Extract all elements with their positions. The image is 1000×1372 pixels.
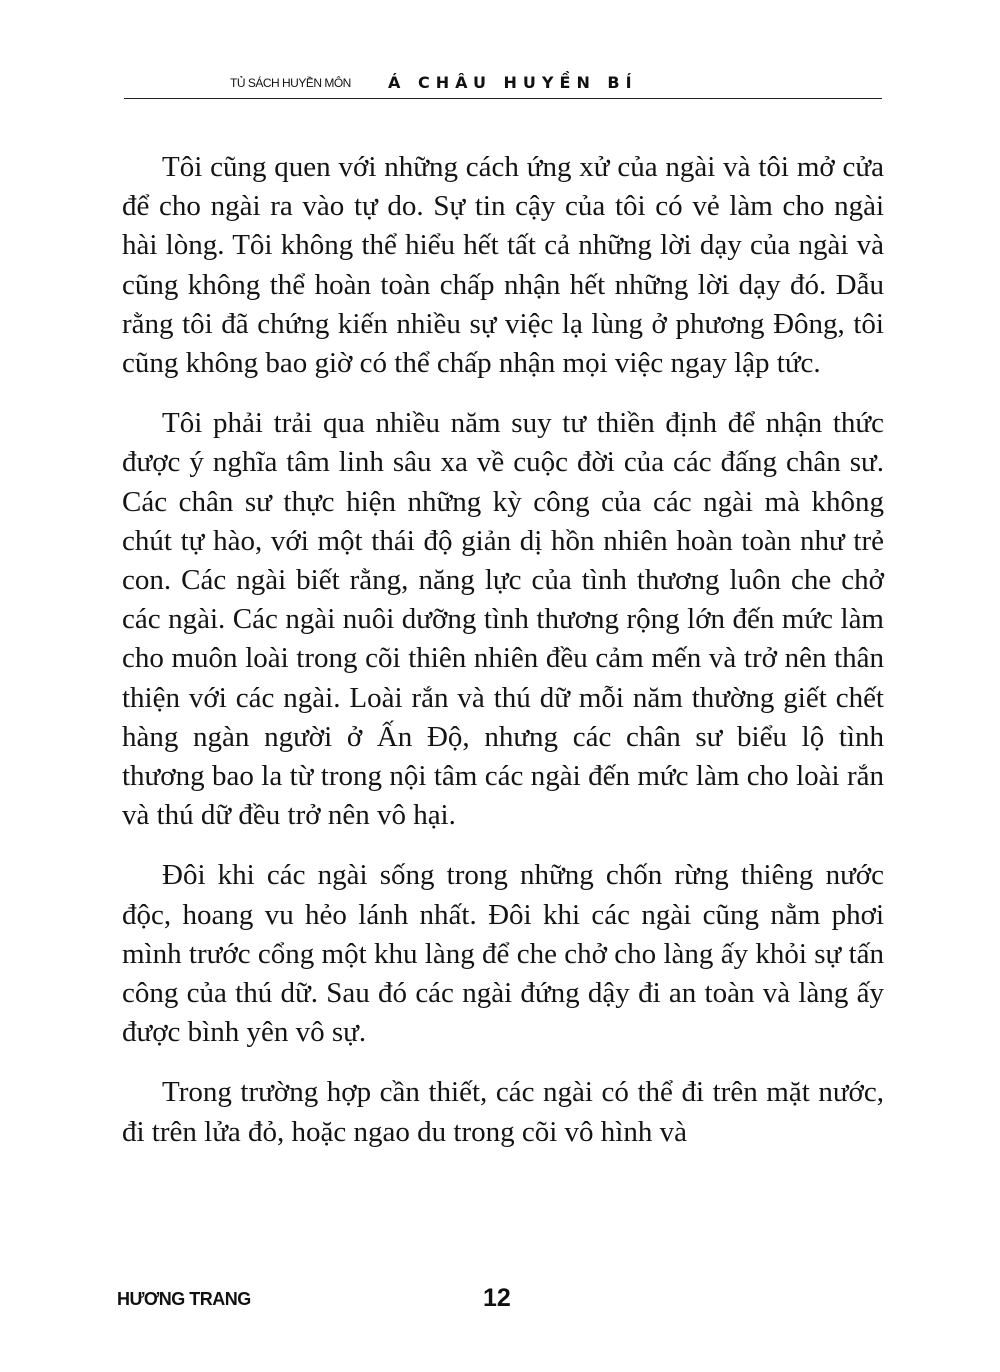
running-header [124,72,882,96]
paragraph: Tôi phải trải qua nhiều năm suy tư thiền định để nhận thức được ý nghĩa tâm linh sâu xa về cuộc đời của các đấng chân sư. Các chân sư thực hiện những kỳ công của các ngài mà không chút tự hào, với một thái độ giản dị hồn nhiên hoàn toàn như trẻ con. Các ngài biết rằng, năng lực của tình thương luôn che chở các ngài. Các ngài nuôi dưỡng tình thương rộng lớn đến mức làm cho muôn loài trong cõi thiên nhiên đều cảm mến và trở nên thân thiện với các ngài. Loài rắn và thú dữ mỗi năm thường giết chết hàng ngàn người ở Ấn Độ, nhưng các chân sư biểu lộ tình thương bao la từ trong nội tâm các ngài đến mức làm cho loài rắn và thú dữ đều trở nên vô hại. [122,407,884,832]
page-body [122,148,884,1152]
publisher-name: HƯƠNG TRANG [117,1289,251,1309]
paragraph: Tôi cũng quen với những cách ứng xử của ngài và tôi mở cửa để cho ngài ra vào tự do. Sự tin cậy của tôi có vẻ làm cho ngài hài lòng. Tôi không thể hiểu hết tất cả những lời dạy của ngài và cũng không thể hoàn toàn chấp nhận hết những lời dạy đó. Dẫu rằng tôi đã chứng kiến nhiều sự việc lạ lùng ở phương Đông, tôi cũng không bao giờ có thể chấp nhận mọi việc ngay lập tức. [122,151,884,380]
book-title: Á CHÂU HUYỀN BÍ [388,73,638,92]
paragraph: Trong trường hợp cần thiết, các ngài có thể đi trên mặt nước, đi trên lửa đỏ, hoặc ngao du trong cõi vô hình và [122,1076,884,1148]
header-divider [124,98,882,99]
paragraph: Đôi khi các ngài sống trong những chốn rừng thiêng nước độc, hoang vu hẻo lánh nhất. Đôi khi các ngài cũng nằm phơi mình trước cổng một khu làng để che chở cho làng ấy khỏi sự tấn công của thú dữ. Sau đó các ngài đứng dậy đi an toàn và làng ấy được bình yên vô sự. [122,859,884,1049]
series-title: TỦ SÁCH HUYỀN MÔN [230,76,351,90]
page-number: 12 [483,1284,511,1312]
